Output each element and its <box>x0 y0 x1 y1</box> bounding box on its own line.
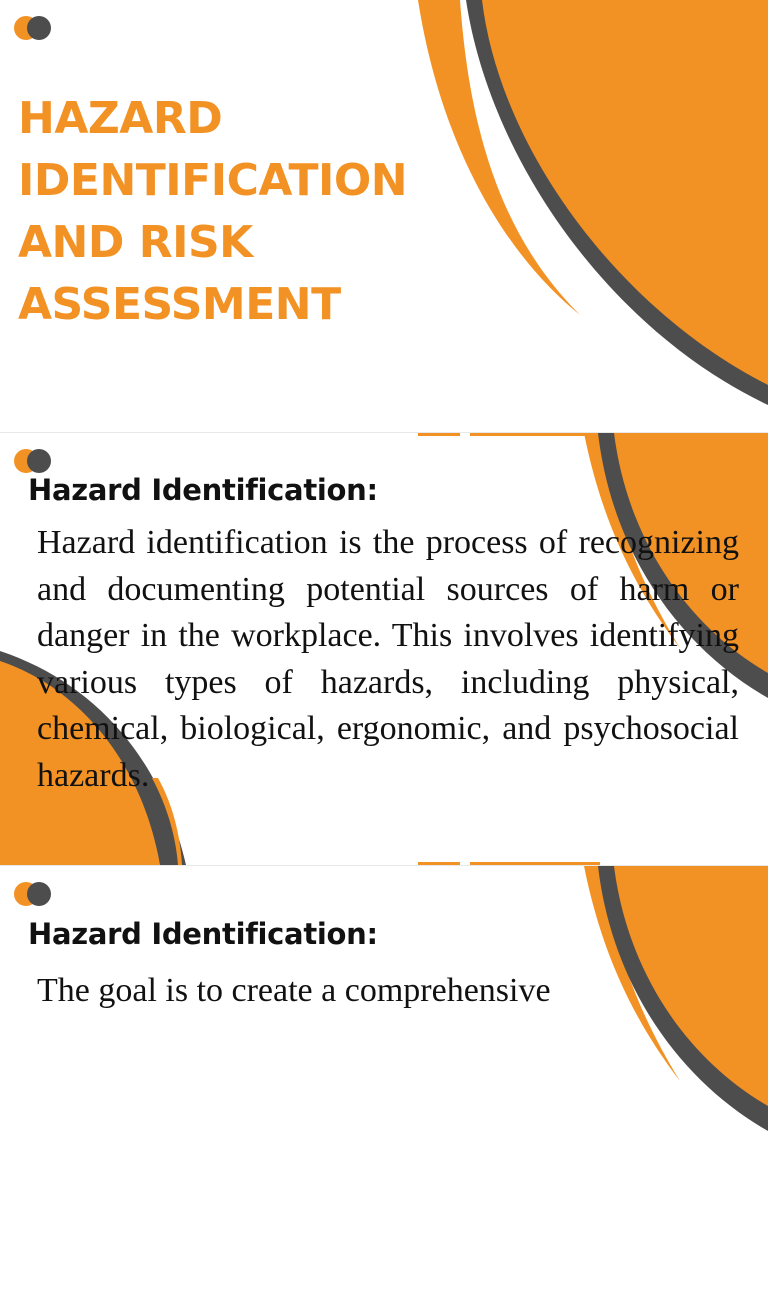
dark-dot <box>27 882 51 906</box>
section-heading: Hazard Identification: <box>28 917 378 951</box>
hazard-identification-slide-continued <box>0 866 768 1298</box>
cover-orange-circle <box>482 0 768 385</box>
cover-title <box>18 88 458 336</box>
section-body-text: The goal is to create a comprehensive <box>37 972 551 1009</box>
cover-title-line: IDENTIFICATION <box>18 155 408 206</box>
slide2-top-accent-bar <box>470 433 600 436</box>
section-heading: Hazard Identification: <box>28 473 378 507</box>
hazard-identification-slide <box>0 433 768 865</box>
slide2-top-accent-bar <box>418 433 460 436</box>
cover-title-line: ASSESSMENT <box>18 279 341 330</box>
cover-title-line: HAZARD <box>18 93 223 144</box>
dark-dot <box>27 449 51 473</box>
cover-slide <box>0 0 768 432</box>
cover-title-line: AND RISK <box>18 217 253 268</box>
dark-dot <box>27 16 51 40</box>
section-body-text: Hazard identification is the process of recognizing and documenting potential sources of harm or danger in the workplace. This involves identifying various types of hazards, including physical, chemical, biological, ergonomic, and psychosocial hazards. <box>37 524 739 794</box>
